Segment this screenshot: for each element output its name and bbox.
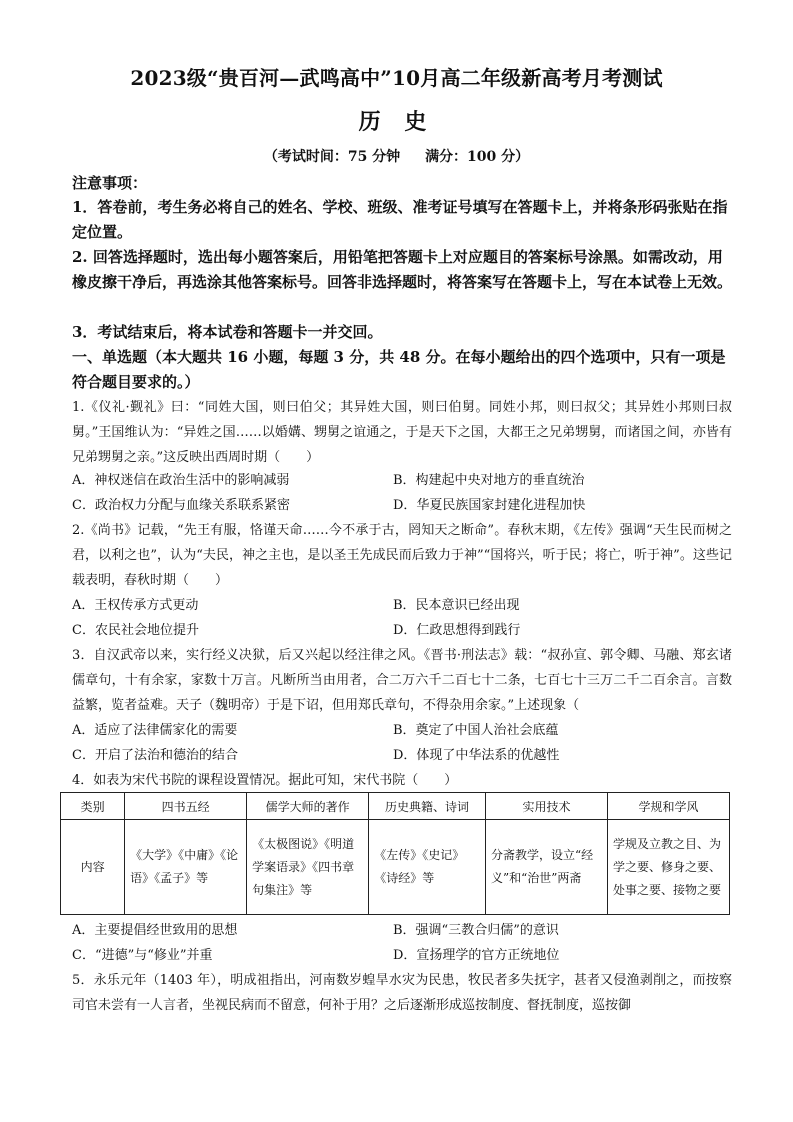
- question-3-options-row-2: [72, 743, 732, 768]
- option-c[interactable]: C．开启了法治和德治的结合: [72, 748, 238, 763]
- question-4-options-row-1: [72, 918, 732, 943]
- table-header-row: [61, 793, 730, 820]
- exam-title: 2023级“贵百河—武鸣高中”10月高二年级新高考月考测试: [130, 66, 663, 90]
- option-b[interactable]: B．构建起中央对地方的垂直统治: [393, 473, 585, 488]
- question-1-options-row-1: [72, 468, 732, 493]
- notice-heading: 注意事项：: [72, 174, 148, 192]
- question-4-stem: 4．如表为宋代书院的课程设置情况。据此可知，宋代书院（ ）: [72, 773, 458, 788]
- option-d[interactable]: D．仁政思想得到践行: [393, 623, 521, 638]
- question-3-stem: 3．自汉武帝以来，实行经义决狱，后又兴起以经注律之风。《晋书·刑法志》载：“叔孙宣、郭令卿、马融、郑玄诸儒章句，十有余家，家数十万言。凡断所当由用者，合二万六千二百七十二条，七百七十三万二千二百余言。言数益繁，览者益难。天子（魏明帝）于是下诏，但用郑氏章句，不得杂用余家。”上述现象（: [72, 648, 732, 713]
- subject-title: 历 史: [358, 109, 435, 135]
- table-header-cell: 学规和学风: [607, 793, 729, 820]
- option-a[interactable]: A．王权传承方式更动: [72, 598, 199, 613]
- option-a[interactable]: A．主要提倡经世致用的思想: [72, 923, 238, 938]
- option-c[interactable]: C．政治权力分配与血缘关系联系紧密: [72, 498, 290, 513]
- question-2-stem: 2.《尚书》记载，“先王有服，恪谨天命……今不承于古，罔知天之断命”。春秋末期，《左传》强调“天生民而树之君，以利之也”，认为“夫民，神之主也，是以圣王先成民而后致力于神”“国将兴，听于民；将亡，听于神”。这些记载表明，春秋时期（ ）: [72, 523, 732, 588]
- table-cell: 学规及立教之目、为学之要、修身之要、处事之要、接物之要: [607, 820, 729, 915]
- option-a[interactable]: A．神权迷信在政治生活中的影响减弱: [72, 473, 290, 488]
- question-1-stem: 1.《仪礼·觐礼》曰：“同姓大国，则曰伯父；其异姓大国，则曰伯舅。同姓小邦，则曰叔父；其异姓小邦则曰叔舅。”王国维认为：“异姓之国……以婚媾、甥舅之谊通之，于是天下之国，大都王之兄弟甥舅，而诸国之间，亦皆有兄弟甥舅之亲。”这反映出西周时期（ ）: [72, 400, 732, 465]
- option-c[interactable]: C．“进德”与“修业”并重: [72, 948, 213, 963]
- table-row-label: 内容: [61, 820, 125, 915]
- exam-score: 满分：100 分）: [425, 149, 530, 165]
- table-header-cell: 历史典籍、诗词: [369, 793, 486, 820]
- table-cell: 《太极图说》《明道学案语录》《四书章句集注》等: [247, 820, 369, 915]
- option-b[interactable]: B．民本意识已经出现: [393, 598, 520, 613]
- question-5-stem: 5．永乐元年（1403 年），明成祖指出，河南数岁蝗旱水灾为民患，牧民者多失抚字，甚者又侵渔剥削之，而按察司官未尝有一人言者，坐视民病而不留意，何补于用？之后逐渐形成巡按制度、督抚制度，巡按御: [72, 973, 732, 1013]
- table-cell: 《大学》《中庸》《论语》《孟子》等: [125, 820, 247, 915]
- table-header-cell: 类别: [61, 793, 125, 820]
- table-header-cell: 实用技术: [485, 793, 607, 820]
- table-row: [61, 820, 730, 915]
- question-4-options-row-2: [72, 943, 732, 968]
- table-header-cell: 四书五经: [125, 793, 247, 820]
- option-c[interactable]: C．农民社会地位提升: [72, 623, 199, 638]
- option-b[interactable]: B．强调“三教合归儒”的意识: [393, 923, 559, 938]
- exam-time: （考试时间：75 分钟: [263, 149, 401, 165]
- option-a[interactable]: A．适应了法律儒家化的需要: [72, 723, 238, 738]
- option-d[interactable]: D．宣扬理学的官方正统地位: [393, 948, 560, 963]
- notice-item-2: 2. 回答选择题时，选出每小题答案后，用铅笔把答题卡上对应题目的答案标号涂黑。如需改动，用橡皮擦干净后，再选涂其他答案标号。回答非选择题时，将答案写在答题卡上，写在本试卷上无效。: [72, 248, 733, 291]
- option-d[interactable]: D．华夏民族国家封建化进程加快: [393, 498, 586, 513]
- notice-item-3: 3．考试结束后，将本试卷和答题卡一并交回。: [72, 323, 383, 341]
- table-header-cell: 儒学大师的著作: [247, 793, 369, 820]
- question-1-options-row-2: [72, 493, 732, 518]
- section-heading: 一、单选题（本大题共 16 小题，每题 3 分，共 48 分。在每小题给出的四个选项中，只有一项是符合题目要求的。）: [72, 348, 726, 391]
- table-cell: 分斋教学，设立“经义”和“治世”两斋: [485, 820, 607, 915]
- question-3-options-row-1: [72, 718, 732, 743]
- question-2-options-row-2: [72, 618, 732, 643]
- option-d[interactable]: D．体现了中华法系的优越性: [393, 748, 560, 763]
- question-2-options-row-1: [72, 593, 732, 618]
- exam-info: [0, 146, 793, 166]
- table-cell: 《左传》《史记》《诗经》等: [369, 820, 486, 915]
- option-b[interactable]: B．奠定了中国人治社会底蕴: [393, 723, 559, 738]
- notice-item-1: 1．答卷前，考生务必将自己的姓名、学校、班级、准考证号填写在答题卡上，并将条形码张贴在指定位置。: [72, 198, 728, 241]
- course-table: [60, 792, 730, 915]
